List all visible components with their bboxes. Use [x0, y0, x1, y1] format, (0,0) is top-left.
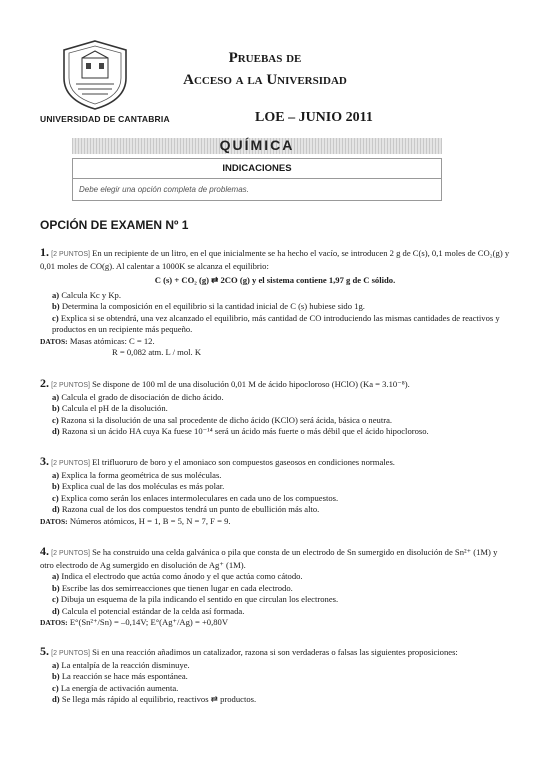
list-item: a) Calcula Kc y Kp.: [52, 289, 121, 300]
question-1-stem: 1. [2 PUNTOS] En un recipiente de un litro, en el que inicialmente se ha hecho el vacío, se introducen 2 g de C(s), 0,1 moles de CO₂(g) y 0,01 moles de CO(g). Al calentar a 1000K se alcanza el equilibrio:: [40, 245, 510, 271]
list-item: a) Indica el electrodo que actúa como ánodo y el que actúa como cátodo.: [52, 571, 303, 581]
list-item: d) Se llega más rápido al equilibrio, reactivos ⇄ productos.: [52, 694, 257, 704]
list-item: c) Explica como serán los enlaces intermoleculares en cada uno de los compuestos.: [52, 492, 339, 503]
list-item: c) Razona si la disolución de una sal procedente de dicho ácido (KClO) será ácida, básica o neutra.: [52, 414, 393, 425]
list-item: c) La energía de activación aumenta.: [52, 682, 179, 693]
question-5: [40, 646, 510, 706]
instructions-text: Debe elegir una opción completa de problemas.: [79, 185, 249, 194]
question-points: [2 PUNTOS]: [51, 382, 90, 389]
question-4: [40, 546, 510, 629]
question-data: DATOS: Masas atómicas: C = 12.: [40, 335, 155, 346]
question-3-stem: 3. [2 PUNTOS] El trifluoruro de boro y el amoniaco son compuestos gaseosos en condiciones normales.: [40, 454, 395, 468]
title-line-2: Acceso a la Universidad: [183, 72, 347, 88]
question-data: DATOS: E°(Sn²⁺/Sn) = –0,14V; E°(Ag⁺/Ag) = +0,80V: [40, 617, 229, 627]
question-2: [40, 378, 510, 438]
list-item: d) Calcula el potencial estándar de la celda así formada.: [52, 605, 245, 616]
question-points: [2 PUNTOS]: [51, 460, 90, 467]
question-4-stem: 4. [2 PUNTOS] Se ha construido una celda galvánica o pila que consta de un electrodo de Sn sumergido en disolución de Sn²⁺ (1M) y otro electrodo de Ag sumergido en disolución de Ag⁺ (1M).: [40, 544, 498, 570]
list-item: a) Explica la forma geométrica de sus moléculas.: [52, 469, 222, 480]
subject-title: QUÍMICA: [219, 137, 295, 153]
question-data-2: R = 0,082 atm. L / mol. K: [112, 347, 202, 357]
list-item: d) Razona si un ácido HA cuya Ka fuese 10⁻¹⁴ será un ácido más fuerte o más débil que el ácido hipocloroso.: [52, 426, 429, 436]
instructions-divider: [73, 178, 441, 179]
list-item: c) Explica si se obtendrá, una vez alcanzado el equilibrio, más cantidad de CO introduciendo las mismas cantidades de reactivos y productos en un recipiente más pequeño.: [52, 312, 500, 334]
list-item: a) La entalpía de la reacción disminuye.: [52, 659, 190, 670]
question-data: DATOS: Números atómicos, H = 1, B = 5, N = 7, F = 9.: [40, 515, 231, 526]
equilibrium-equation: C (s) + CO₂ (g) ⇄ 2CO (g) y el sistema contiene 1,97 g de C sólido.: [154, 275, 396, 285]
option-title: OPCIÓN DE EXAMEN Nº 1: [40, 218, 189, 232]
list-item: c) Dibuja un esquema de la pila indicando el sentido en que circulan los electrones.: [52, 594, 339, 604]
instructions-title: INDICACIONES: [222, 163, 292, 174]
question-5-stem: 5. [2 PUNTOS] Si en una reacción añadimos un catalizador, razona si son verdaderas o falsas las siguientes proposiciones:: [40, 644, 458, 658]
question-points: [2 PUNTOS]: [51, 650, 90, 657]
page-header: [0, 0, 550, 135]
list-item: b) Calcula el pH de la disolución.: [52, 403, 168, 413]
subject-banner: [72, 138, 442, 154]
question-2-stem: 2. [2 PUNTOS] Se dispone de 100 ml de una disolución 0,01 M de ácido hipocloroso (HClO) (Ka = 3.10⁻⁸).: [40, 376, 410, 390]
question-1: [40, 247, 510, 359]
university-name: UNIVERSIDAD DE CANTABRIA: [40, 114, 170, 124]
list-item: b) La reacción se hace más espontánea.: [52, 671, 188, 681]
title-line-1: Pruebas de: [228, 50, 302, 66]
question-points: [2 PUNTOS]: [51, 251, 90, 258]
instructions-box: [72, 158, 442, 201]
question-3: [40, 456, 510, 527]
question-points: [2 PUNTOS]: [51, 550, 90, 557]
list-item: b) Explica cual de las dos moléculas es más polar.: [52, 481, 225, 491]
list-item: d) Razona cual de los dos compuestos tendrá un punto de ebullición más alto.: [52, 504, 320, 514]
list-item: a) Calcula el grado de disociación de dicho ácido.: [52, 391, 224, 402]
list-item: b) Determina la composición en el equilibrio si la cantidad inicial de C (s) hubiese sido 1g.: [52, 301, 365, 311]
list-item: b) Escribe las dos semirreacciones que tienen lugar en cada electrodo.: [52, 582, 293, 593]
exam-session: LOE – JUNIO 2011: [255, 110, 373, 125]
